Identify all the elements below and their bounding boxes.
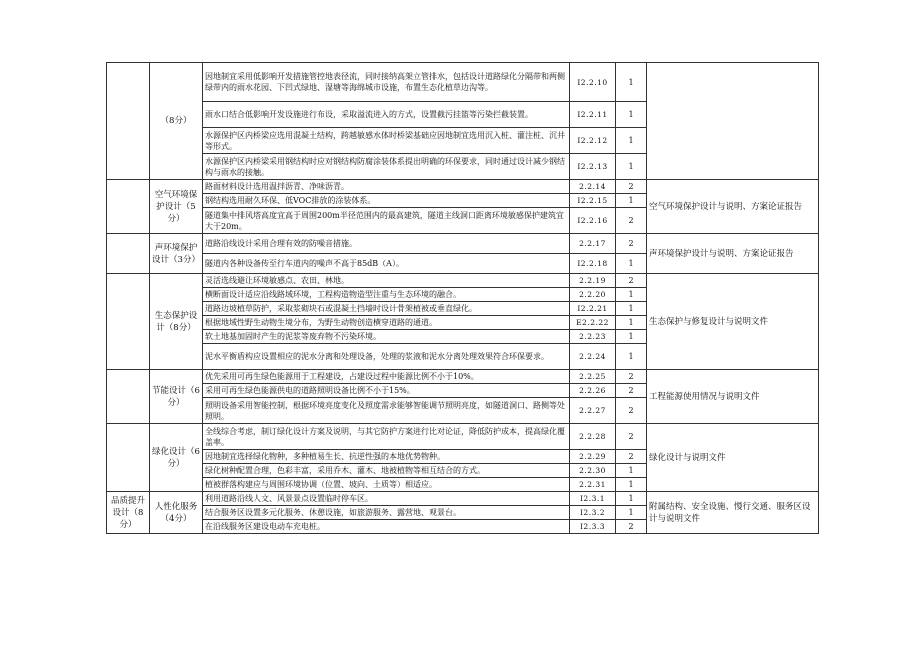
criterion-code: I2.3.3 <box>570 520 616 534</box>
criterion-text: 泥水平衡盾构应设置相应的泥水分离和处理设备，处理的浆液和泥水分离处理效果符合环保要求。 <box>203 344 570 370</box>
criterion-text: 道路边坡植草防护，采取浆砌块石或混凝土挡墙时设计骨架植被或垂直绿化。 <box>203 302 570 316</box>
criterion-score: 2 <box>616 234 647 254</box>
criterion-text: 全线综合考虑，制订绿化设计方案及说明，与其它防护方案进行比对论证，降低防护成本，提高绿化覆盖率。 <box>203 424 570 450</box>
criterion-score: 1 <box>616 63 647 102</box>
section-cell: 品质提升设计（8分） <box>107 492 150 534</box>
criterion-text: 水源保护区内桥梁应选用混凝土结构，跨越敏感水体时桥梁基础应因地制宜选用沉入桩、灌注桩、沉井等形式。 <box>203 128 570 154</box>
criterion-score: 1 <box>616 128 647 154</box>
criterion-score: 1 <box>616 302 647 316</box>
subsection-cell: （8分） <box>150 63 203 180</box>
subsection-cell: 绿化设计（6分） <box>150 424 203 492</box>
criterion-text: 灵活选线避让环境敏感点、农田、林地。 <box>203 274 570 288</box>
subsection-cell: 空气环境保护设计（5分） <box>150 180 203 234</box>
criterion-code: 2.2.29 <box>570 450 616 464</box>
subsection-cell: 节能设计（6分） <box>150 370 203 424</box>
criterion-score: 1 <box>616 464 647 478</box>
evidence-cell: 空气环境保护设计与说明、方案论证报告 <box>647 180 819 234</box>
criterion-text: 因地制宜选择绿化物种，多种植易生长、抗逆性强的本地优势物种。 <box>203 450 570 464</box>
criterion-code: 2.2.28 <box>570 424 616 450</box>
criterion-text: 采用可再生绿色能源供电的道路照明设备比例不小于15%。 <box>203 384 570 398</box>
criterion-score: 2 <box>616 398 647 424</box>
criterion-text: 水源保护区内桥梁采用钢结构时应对钢结构防腐涂装体系提出明确的环保要求，同时通过设计减少钢结构与雨水的接触。 <box>203 154 570 180</box>
criterion-score: 1 <box>616 254 647 274</box>
blank-cell <box>107 180 150 234</box>
evidence-cell: 工程能源使用情况与说明文件 <box>647 370 819 424</box>
criterion-text: 软土地基加固时产生的泥浆等废弃物不污染环境。 <box>203 330 570 344</box>
criterion-text: 优先采用可再生绿色能源用于工程建设，占建设过程中能源比例不小于10%。 <box>203 370 570 384</box>
evidence-cell: 附属结构、安全设施、慢行交通、服务区设计与说明文件 <box>647 492 819 534</box>
criterion-text: 结合服务区设置多元化服务、休憩设施，如旅游服务、露营地、观景台。 <box>203 506 570 520</box>
criterion-code: 2.2.25 <box>570 370 616 384</box>
criterion-code: 2.2.30 <box>570 464 616 478</box>
blank-cell <box>107 424 150 492</box>
criterion-code: 2.2.31 <box>570 478 616 492</box>
table-row <box>107 370 819 384</box>
criterion-score: 1 <box>616 330 647 344</box>
evidence-cell: 绿化设计与说明文件 <box>647 424 819 492</box>
criterion-text: 植被群落构建应与周围环境协调（位置、坡向、土质等）相适应。 <box>203 478 570 492</box>
criterion-score: 1 <box>616 506 647 520</box>
criterion-code: I2.2.12 <box>570 128 616 154</box>
criterion-text: 隧道内各种设备传至行车道内的噪声不高于85dB（A）。 <box>203 254 570 274</box>
criterion-score: 2 <box>616 180 647 194</box>
criterion-score: 1 <box>616 102 647 128</box>
blank-cell <box>107 274 150 370</box>
blank-cell <box>107 370 150 424</box>
criterion-code: E2.2.22 <box>570 316 616 330</box>
criterion-code: I2.2.11 <box>570 102 616 128</box>
criterion-score: 1 <box>616 492 647 506</box>
evidence-cell: 生态保护与修复设计与说明文件 <box>647 274 819 370</box>
criterion-score: 2 <box>616 274 647 288</box>
criterion-code: 2.2.24 <box>570 344 616 370</box>
criterion-code: I2.2.15 <box>570 194 616 208</box>
criterion-code: 2.2.19 <box>570 274 616 288</box>
criterion-code: I2.2.16 <box>570 208 616 234</box>
criterion-code: I2.3.1 <box>570 492 616 506</box>
criterion-score: 2 <box>616 424 647 450</box>
criterion-code: 2.2.20 <box>570 288 616 302</box>
criterion-text: 在沿线服务区建设电动车充电桩。 <box>203 520 570 534</box>
table-row <box>107 424 819 450</box>
criterion-code: I2.2.21 <box>570 302 616 316</box>
table-row <box>107 180 819 194</box>
criterion-text: 钢结构选用耐久环保、低VOC排放的涂装体系。 <box>203 194 570 208</box>
criterion-code: I2.2.10 <box>570 63 616 102</box>
criterion-text: 横断面设计适应沿线路域环境，工程构造物造型注重与生态环境的融合。 <box>203 288 570 302</box>
criterion-text: 照明设备采用智能控制，根据环境亮度变化及照度需求能够智能调节照明亮度，如隧道洞口、路侧等处照明。 <box>203 398 570 424</box>
subsection-cell: 声环境保护设计（3分） <box>150 234 203 274</box>
criterion-score: 2 <box>616 384 647 398</box>
table-row <box>107 234 819 254</box>
criterion-text: 隧道集中排风塔高度宜高于周围200m半径范围内的最高建筑，隧道主线洞口距离环境敏感保护建筑宜大于20m。 <box>203 208 570 234</box>
criterion-score: 1 <box>616 154 647 180</box>
criterion-score: 1 <box>616 288 647 302</box>
criterion-score: 1 <box>616 344 647 370</box>
criterion-score: 2 <box>616 450 647 464</box>
blank-cell <box>107 63 150 180</box>
table-row <box>107 492 819 506</box>
criterion-text: 利用道路沿线人文、风景景点设置临时停车区。 <box>203 492 570 506</box>
criterion-score: 1 <box>616 194 647 208</box>
evidence-cell <box>647 63 819 180</box>
criterion-text: 绿化树种配置合理，色彩丰富，采用乔木、灌木、地被植物等相互结合的方式。 <box>203 464 570 478</box>
criterion-text: 道路沿线设计采用合理有效的防噪音措施。 <box>203 234 570 254</box>
criterion-text: 因地制宜采用低影响开发措施管控地表径流，同时接纳高架立管排水，包括设计道路绿化分隔带和两侧绿带内的雨水花园、下凹式绿地、湿塘等海绵城市设施，布置生态化植草边沟等。 <box>203 63 570 102</box>
criterion-text: 雨水口结合低影响开发设施进行布设，采取溢流进入的方式，设置截污挂篮等污染拦截装置。 <box>203 102 570 128</box>
criterion-code: 2.2.23 <box>570 330 616 344</box>
criterion-code: 2.2.27 <box>570 398 616 424</box>
evidence-cell: 声环境保护设计与说明、方案论证报告 <box>647 234 819 274</box>
criterion-code: I2.2.18 <box>570 254 616 274</box>
criterion-text: 根据地域性野生动物生境分布，为野生动物创造横穿道路的通道。 <box>203 316 570 330</box>
criterion-code: 2.2.14 <box>570 180 616 194</box>
criterion-score: 2 <box>616 370 647 384</box>
criterion-code: I2.2.13 <box>570 154 616 180</box>
blank-cell <box>107 234 150 274</box>
criterion-code: 2.2.26 <box>570 384 616 398</box>
subsection-cell: 生态保护设计（8分） <box>150 274 203 370</box>
criterion-score: 1 <box>616 478 647 492</box>
table-row <box>107 274 819 288</box>
criterion-code: 2.2.17 <box>570 234 616 254</box>
criterion-score: 2 <box>616 208 647 234</box>
criterion-text: 路面材料设计选用温拌沥青、净味沥青。 <box>203 180 570 194</box>
table-row <box>107 63 819 102</box>
evaluation-criteria-table <box>106 62 819 534</box>
subsection-cell: 人性化服务（4分） <box>150 492 203 534</box>
criterion-code: I2.3.2 <box>570 506 616 520</box>
criterion-score: 1 <box>616 316 647 330</box>
criterion-score: 2 <box>616 520 647 534</box>
